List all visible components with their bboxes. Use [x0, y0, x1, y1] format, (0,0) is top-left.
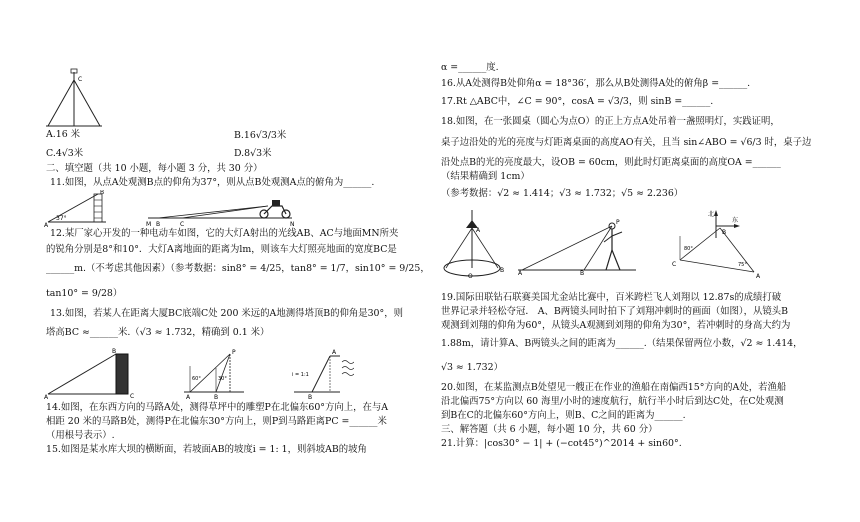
f12-label-c: C — [180, 221, 185, 228]
q10-option-b: B.16√3/3米 — [234, 130, 287, 141]
q13-line-1: 13.如图，若某人在距离大厦BC底端C处 200 米远的A地测得塔顶B的仰角是30°，则 — [50, 308, 403, 319]
q18-line-2: 桌子边沿处的光的亮度与灯距离桌面的高度AO有关，且当 sin∠ABO = √6/3 时，桌子边 — [441, 137, 812, 148]
f14-label-b: B — [214, 394, 219, 400]
q18-line-3: 沿处点B的光的亮度最大，设OB = 60cm，则此时灯距离桌面的高度OA =______ — [441, 157, 781, 168]
section-2-heading: 二、填空题（共 10 小题，每小题 3 分，共 30 分） — [46, 163, 263, 174]
f10-label-c: C — [78, 76, 83, 83]
f18-label-b: B — [500, 267, 505, 274]
f11-label-a: A — [44, 222, 49, 228]
f20-label-75: 75° — [738, 262, 747, 268]
q13-line-2: 塔高BC ≈______米.（√3 ≈ 1.732，精确到 0.1 米） — [46, 327, 270, 338]
f11-label-b: B — [100, 190, 105, 196]
f14-label-a: A — [186, 394, 191, 400]
q16-text: 16.从A处测得B处仰角α = 18°36′，那么从B处测得A处的俯角β =______. — [441, 78, 751, 89]
q10-option-a: A.16 米 — [46, 129, 81, 140]
f15-label-i: i = 1:1 — [292, 372, 309, 378]
q19-line-5: √3 ≈ 1.732） — [441, 362, 503, 373]
f15-label-a: A — [332, 349, 337, 356]
q10-option-c: C.4√3米 — [46, 148, 84, 159]
f18-label-o: O — [468, 273, 473, 280]
q15-text: 15.如图是某水库大坝的横断面，若坡面AB的坡度i = 1: 1，则斜坡AB的坡角 — [46, 444, 367, 455]
q17-text: 17.Rt △ABC中，∠C = 90°，cosA = √3/3，则 sinB =______. — [441, 96, 714, 107]
f14-label-p: P — [232, 349, 236, 356]
q18-line-4: （结果精确到 1cm） — [441, 171, 530, 182]
f13-label-b: B — [112, 348, 117, 355]
q14-line-1: 14.如图，在东西方向的马路A处，测得草坪中的雕塑P在北偏东60°方向上，在与A — [46, 402, 389, 413]
q10-option-d: D.8√3米 — [234, 148, 272, 159]
q11-figure — [44, 190, 114, 228]
f11-label-angle: 37° — [56, 215, 67, 222]
q10-figure — [44, 66, 104, 130]
q12-line-4: tan10° = 9/28） — [46, 288, 123, 299]
section-3-heading: 三、解答题（共 6 小题，每小题 10 分，共 60 分） — [441, 424, 658, 435]
f19-label-p: P — [616, 219, 620, 226]
f15-label-b: B — [308, 394, 313, 400]
q19-figure — [512, 212, 640, 276]
f13-label-c: C — [130, 393, 135, 400]
f20-label-80: 80° — [684, 246, 693, 252]
q15-figure — [290, 346, 354, 400]
q15-end: α =______度. — [441, 62, 499, 73]
q19-line-2: 世界记录并轻松夺冠． A、B两镜头同时拍下了刘翔冲刺时的画面（如图），从镜头B — [441, 306, 788, 317]
q20-line-1: 20.如图，在某监测点B处望见一艘正在作业的渔船在南偏西15°方向的A处，若渔船 — [441, 382, 787, 393]
f20-label-a: A — [756, 273, 761, 280]
f20-label-b: B — [722, 229, 727, 236]
q13-figure — [44, 344, 136, 400]
q12-figure — [140, 192, 300, 228]
q18-line-1: 18.如图，在一张圆桌（圆心为点O）的正上方点A处吊着一盏照明灯，实践证明， — [441, 116, 780, 127]
f12-label-m: M — [146, 221, 152, 228]
f20-label-east: 东 — [732, 217, 739, 224]
f19-label-b: B — [580, 270, 585, 276]
q19-line-3: 观测到刘翔的仰角为60°，从镜头A观测到刘翔的仰角为30°，若冲刺时的身高大约为 — [441, 320, 791, 331]
q20-figure — [672, 208, 780, 280]
q19-line-4: 1.88m，请计算A、B两镜头之间的距离为______.（结果保留两位小数，√2 ≈ 1.414， — [441, 338, 803, 349]
f14-label-60: 60° — [192, 376, 201, 382]
q18-line-5: （参考数据：√2 ≈ 1.414；√3 ≈ 1.732；√5 ≈ 2.236） — [441, 188, 684, 199]
q11-text: 11.如图，从点A处观测B点的仰角为37°，则从点B处观测A点的俯角为______. — [50, 177, 375, 188]
q14-figure — [180, 346, 250, 400]
f12-label-n: N — [290, 221, 295, 228]
q18-figure — [438, 208, 510, 280]
q21-text: 21.计算：|cos30° − 1| + (−cot45°)^2014 + sin60°. — [441, 438, 682, 449]
q20-line-3: 到B在C的北偏东60°方向上，则B、C之间的距离为______. — [441, 410, 686, 421]
q12-line-3: ______m.（不考虑其他因素）（参考数据：sin8° = 4/25，tan8° = 1/7，sin10° = 9/25， — [46, 263, 430, 274]
f20-label-north: 北 — [708, 211, 715, 218]
f14-label-30: 30° — [218, 376, 227, 382]
q14-line-3: （用根号表示）. — [46, 430, 115, 441]
f18-label-a: A — [476, 227, 481, 234]
q12-line-2: 的锐角分别是8°和10°．大灯A离地面的距离为lm，则该车大灯照亮地面的宽度BC是 — [46, 244, 397, 255]
f20-label-c: C — [672, 261, 677, 268]
q12-line-1: 12.某厂家心开发的一种电动车如图，它的大灯A射出的光线AB、AC与地面MN所夹 — [50, 228, 399, 239]
q19-line-1: 19.国际田联钻石联赛美国尤金站比赛中，百米跨栏飞人刘翔以 12.87s的成绩打破 — [441, 292, 782, 303]
q14-line-2: 相距 20 米的马路B处，测得P在北偏东30°方向上，则P到马路距离PC =______米 — [46, 416, 387, 427]
f19-label-a: A — [518, 270, 523, 276]
f13-label-a: A — [44, 394, 49, 400]
f12-label-b: B — [156, 221, 161, 228]
q20-line-2: 沿北偏西75°方向以 60 海里/小时的速度航行，航行半小时后到达C处，在C处观测 — [441, 396, 784, 407]
